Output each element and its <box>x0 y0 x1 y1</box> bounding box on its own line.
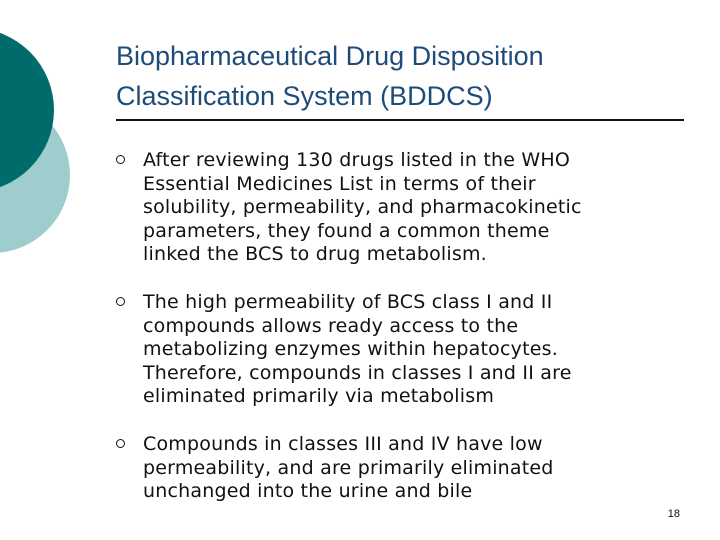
title-divider <box>116 119 684 121</box>
bullet-line: Therefore, compounds in classes I and II are <box>143 361 572 384</box>
bullet-text <box>143 149 673 267</box>
bullet-circle-icon <box>116 439 125 448</box>
slide-title-line: Biopharmaceutical Drug Disposition <box>116 41 544 71</box>
bullet-circle-icon <box>116 297 125 306</box>
bullet-line: Essential Medicines List in terms of their <box>143 172 536 195</box>
bullet-line: eliminated primarily via metabolism <box>143 385 495 407</box>
bullet-line: parameters, they found a common theme <box>143 219 550 242</box>
bullet-line: unchanged into the urine and bile <box>143 480 473 502</box>
slide-title-line: Classification System (BDDCS) <box>116 81 493 111</box>
bullet-circle-icon <box>116 155 125 164</box>
bullet-line: permeability, and are primarily eliminated <box>143 456 554 479</box>
bullet-line: solubility, permeability, and pharmacokinetic <box>143 196 582 218</box>
bullet-line: The high permeability of BCS class I and II <box>143 291 553 313</box>
bullet-line: linked the BCS to drug metabolism. <box>143 243 487 265</box>
bullet-line: After reviewing 130 drugs listed in the WHO <box>143 149 571 171</box>
bullet-line: metabolizing enzymes within hepatocytes. <box>143 338 558 360</box>
bullet-text <box>143 433 673 504</box>
decorative-circles <box>0 0 120 300</box>
bullet-line: compounds allows ready access to the <box>143 314 519 337</box>
bullet-line: Compounds in classes III and IV have low <box>143 433 543 455</box>
slide-title <box>116 36 696 116</box>
bullet-text <box>143 291 673 409</box>
page-number: 18 <box>667 508 680 520</box>
